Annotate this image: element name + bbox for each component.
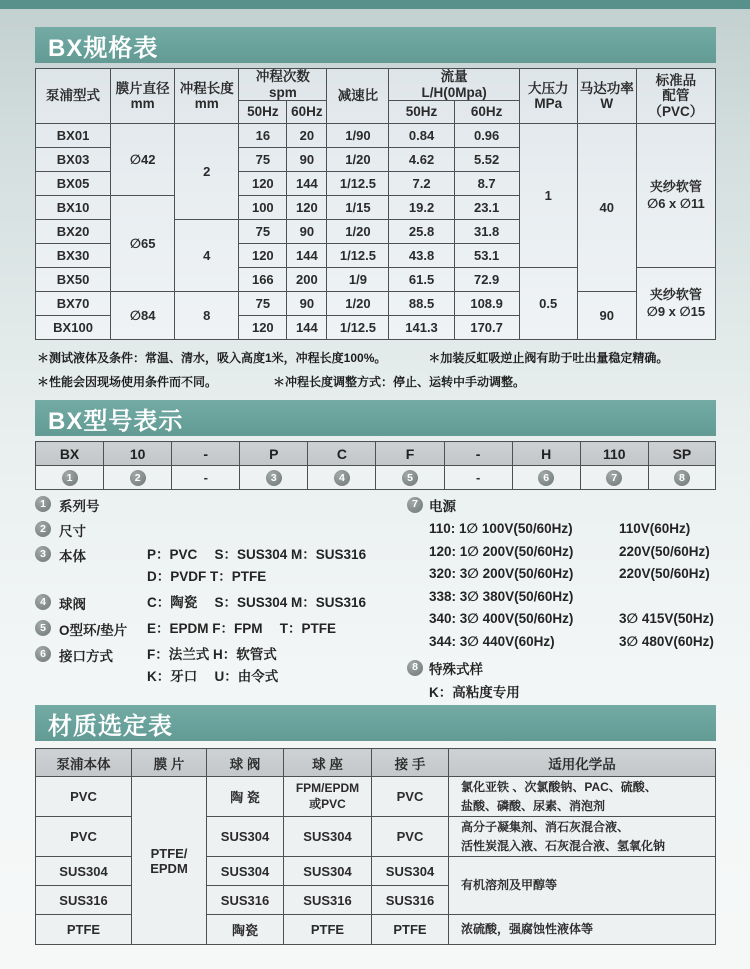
spec-cell: 20 xyxy=(287,124,327,148)
spec-cell: 100 xyxy=(239,196,287,220)
note-performance: ＊性能会因现场使用条件而不同。 xyxy=(37,375,218,389)
legend-option-line: C：陶瓷 S：SUS304 M：SUS316 xyxy=(147,595,367,610)
code-segment: P xyxy=(240,442,308,466)
spec-cell: 43.8 xyxy=(389,244,454,268)
code-segment: - xyxy=(444,442,512,466)
power-option-line: 110: 1∅ 100V(50/60Hz) 110V(60Hz) xyxy=(429,521,691,536)
circled-number-icon: 4 xyxy=(35,594,51,610)
mat-col-ball-valve: 球 阀 xyxy=(207,749,284,777)
circled-number-icon: 8 xyxy=(407,660,423,676)
model-marker-row xyxy=(36,466,716,490)
circled-number-icon: 1 xyxy=(62,470,78,486)
model-code-title-text: BX型号表示 xyxy=(48,407,184,435)
spec-cell: 75 xyxy=(239,148,287,172)
subheader-60hz: 60Hz xyxy=(454,101,519,124)
code-segment: 10 xyxy=(104,442,172,466)
mat-cell: SUS304 xyxy=(207,857,284,886)
dash-marker: - xyxy=(475,470,481,485)
spec-cell: 53.1 xyxy=(454,244,519,268)
legend-label: 尺寸 xyxy=(59,524,86,539)
spec-title-text: BX规格表 xyxy=(48,34,159,62)
legend-item-series xyxy=(35,494,407,515)
spec-cell-diaphragm: ∅84 xyxy=(111,292,175,340)
spec-cell: 4.62 xyxy=(389,148,454,172)
col-header-pressure: 大压力 MPa xyxy=(519,69,577,124)
section-title-model-code xyxy=(35,400,716,436)
mat-cell: SUS316 xyxy=(207,886,284,915)
code-segment: SP xyxy=(648,442,715,466)
mat-cell: SUS304 xyxy=(284,817,372,857)
spec-cell: 31.8 xyxy=(454,220,519,244)
spec-cell: 75 xyxy=(239,220,287,244)
spec-cell-model: BX30 xyxy=(36,244,111,268)
col-header-pipe: 标准品 配管（PVC） xyxy=(636,69,715,124)
legend-item-size xyxy=(35,519,407,540)
spec-cell: 90 xyxy=(287,220,327,244)
spec-cell: 16 xyxy=(239,124,287,148)
power-option-line: 344: 3∅ 440V(60Hz) 3∅ 480V(60Hz) xyxy=(429,633,714,649)
spec-cell-model: BX03 xyxy=(36,148,111,172)
power-options xyxy=(429,518,725,653)
model-code-legend xyxy=(35,494,725,705)
spec-cell: 120 xyxy=(239,172,287,196)
circled-number-icon: 4 xyxy=(334,470,350,486)
spec-cell: 141.3 xyxy=(389,316,454,340)
model-code-table xyxy=(35,441,716,490)
spec-cell: 144 xyxy=(287,316,327,340)
note-line-1 xyxy=(37,349,717,366)
material-header-row xyxy=(36,749,716,777)
spec-cell: 90 xyxy=(287,292,327,316)
circled-number-icon: 7 xyxy=(606,470,622,486)
marker-cell xyxy=(172,466,240,490)
mat-cell: FPM/EPDM 或PVC xyxy=(284,777,372,817)
power-option-line: 320: 3∅ 200V(50/60Hz) 220V(50/60Hz) xyxy=(429,566,710,581)
legend-item-ball-valve xyxy=(35,592,407,614)
legend-item-power xyxy=(407,494,725,515)
circled-number-icon: 3 xyxy=(266,470,282,486)
spec-cell: 120 xyxy=(239,244,287,268)
mat-cell-chemicals: 有机溶剂及甲醇等 xyxy=(449,857,716,915)
spec-row-bx01 xyxy=(36,124,716,148)
code-segment: - xyxy=(172,442,240,466)
material-row xyxy=(36,777,716,817)
note-stroke-adjust: ＊冲程长度调整方式：停止、运转中手动调整。 xyxy=(273,375,526,389)
spec-cell: 108.9 xyxy=(454,292,519,316)
code-segment: H xyxy=(512,442,580,466)
circled-number-icon: 7 xyxy=(407,497,423,513)
spec-cell: 1/20 xyxy=(327,292,389,316)
circled-number-icon: 1 xyxy=(35,496,51,512)
spec-cell: 144 xyxy=(287,172,327,196)
spec-notes xyxy=(37,349,717,397)
subheader-50hz: 50Hz xyxy=(389,101,454,124)
code-segment: 110 xyxy=(580,442,648,466)
legend-option-line: D：PVDF T：PTFE xyxy=(147,569,267,584)
legend-item-oring xyxy=(35,618,407,640)
legend-option-line: K：牙口 U：由令式 xyxy=(147,669,279,684)
dash-marker: - xyxy=(203,470,208,485)
circled-number-icon: 2 xyxy=(130,470,146,486)
spec-cell: 0.84 xyxy=(389,124,454,148)
legend-item-special xyxy=(407,657,725,678)
mat-cell: PVC xyxy=(372,777,449,817)
spec-cell: 1/90 xyxy=(327,124,389,148)
marker-cell xyxy=(240,466,308,490)
spec-cell-model: BX20 xyxy=(36,220,111,244)
spec-cell-model: BX10 xyxy=(36,196,111,220)
spec-cell-pressure: 0.5 xyxy=(519,268,577,340)
spec-row-bx70 xyxy=(36,292,716,316)
spec-cell: 90 xyxy=(287,148,327,172)
spec-header-row-1 xyxy=(36,69,716,101)
power-option-line: 338: 3∅ 380V(50/60Hz) xyxy=(429,588,574,604)
legend-label: 电源 xyxy=(429,499,456,514)
circled-number-icon: 6 xyxy=(538,470,554,486)
code-segment: BX xyxy=(36,442,104,466)
spec-cell: 166 xyxy=(239,268,287,292)
subheader-60hz: 60Hz xyxy=(287,101,327,124)
mat-cell-diaphragm: PTFE/ EPDM xyxy=(132,777,207,945)
note-antisiphon: ＊加装反虹吸逆止阀有助于吐出量稳定精确。 xyxy=(428,351,669,365)
spec-table xyxy=(35,68,716,340)
legend-item-connection xyxy=(35,644,407,688)
spec-cell-model: BX100 xyxy=(36,316,111,340)
note-test-conditions: ＊测试液体及条件：常温、清水，吸入高度1米，冲程长度100%。 xyxy=(37,351,387,365)
section-title-material xyxy=(35,705,716,741)
mat-col-ball-seat: 球 座 xyxy=(284,749,372,777)
spec-cell-pressure: 1 xyxy=(519,124,577,268)
code-segment: F xyxy=(376,442,444,466)
material-table xyxy=(35,748,716,945)
mat-cell: PVC xyxy=(372,817,449,857)
power-option-line: 120: 1∅ 200V(50/60Hz) 220V(50/60Hz) xyxy=(429,543,710,559)
circled-number-icon: 2 xyxy=(35,521,51,537)
legend-label: 系列号 xyxy=(59,499,100,514)
marker-cell xyxy=(308,466,376,490)
spec-cell: 75 xyxy=(239,292,287,316)
spec-cell: 1/9 xyxy=(327,268,389,292)
circled-number-icon: 3 xyxy=(35,546,51,562)
mat-col-chemicals: 适用化学品 xyxy=(449,749,716,777)
legend-left-column xyxy=(35,494,407,705)
spec-cell: 1/20 xyxy=(327,148,389,172)
spec-cell: 5.52 xyxy=(454,148,519,172)
mat-cell: SUS304 xyxy=(207,817,284,857)
marker-cell xyxy=(36,466,104,490)
circled-number-icon: 6 xyxy=(35,646,51,662)
mat-cell: SUS316 xyxy=(36,886,132,915)
mat-cell: SUS316 xyxy=(284,886,372,915)
spec-cell: 1/12.5 xyxy=(327,172,389,196)
note-line-2 xyxy=(37,373,717,390)
spec-cell-pipe: 夹纱软管 ∅9 x ∅15 xyxy=(636,268,715,340)
spec-cell: 8.7 xyxy=(454,172,519,196)
legend-label: 本体 xyxy=(59,549,86,564)
legend-label: 特殊式样 xyxy=(429,662,483,677)
spec-cell: 7.2 xyxy=(389,172,454,196)
col-header-stroke-rate: 冲程次数 spm xyxy=(239,69,327,101)
code-segment: C xyxy=(308,442,376,466)
spec-cell-model: BX70 xyxy=(36,292,111,316)
marker-cell xyxy=(648,466,715,490)
mat-cell: PTFE xyxy=(372,915,449,945)
mat-col-pump-body: 泵浦本体 xyxy=(36,749,132,777)
circled-number-icon: 5 xyxy=(402,470,418,486)
mat-cell: PTFE xyxy=(284,915,372,945)
power-option-line: 340: 3∅ 400V(50/60Hz) 3∅ 415V(50Hz) xyxy=(429,611,714,626)
mat-cell-chemicals: 浓硫酸，强腐蚀性液体等 xyxy=(449,915,716,945)
legend-label: 球阀 xyxy=(59,597,86,612)
spec-cell: 72.9 xyxy=(454,268,519,292)
legend-item-body xyxy=(35,544,407,588)
marker-cell xyxy=(104,466,172,490)
spec-cell-model: BX50 xyxy=(36,268,111,292)
legend-option-line: F：法兰式 H：软管式 xyxy=(147,647,277,662)
spec-cell: 1/12.5 xyxy=(327,316,389,340)
mat-cell: SUS304 xyxy=(36,857,132,886)
marker-cell xyxy=(444,466,512,490)
spec-cell-pipe: 夹纱软管 ∅6 x ∅11 xyxy=(636,124,715,268)
spec-cell-model: BX05 xyxy=(36,172,111,196)
mat-cell: PTFE xyxy=(36,915,132,945)
spec-cell-stroke-length: 4 xyxy=(175,220,239,292)
model-code-row xyxy=(36,442,716,466)
subheader-50hz: 50Hz xyxy=(239,101,287,124)
spec-cell: 1/15 xyxy=(327,196,389,220)
col-header-motor: 马达功率 W xyxy=(577,69,636,124)
mat-col-joint: 接 手 xyxy=(372,749,449,777)
mat-cell: SUS304 xyxy=(372,857,449,886)
spec-cell: 170.7 xyxy=(454,316,519,340)
legend-right-column xyxy=(407,494,725,705)
spec-cell: 25.8 xyxy=(389,220,454,244)
spec-cell-motor: 40 xyxy=(577,124,636,292)
mat-cell: SUS304 xyxy=(284,857,372,886)
spec-cell: 1/12.5 xyxy=(327,244,389,268)
legend-label: O型环/垫片 xyxy=(59,623,128,638)
legend-label: 接口方式 xyxy=(59,649,113,664)
marker-cell xyxy=(580,466,648,490)
mat-cell: SUS316 xyxy=(372,886,449,915)
spec-cell: 19.2 xyxy=(389,196,454,220)
mat-cell: PVC xyxy=(36,777,132,817)
mat-cell: PVC xyxy=(36,817,132,857)
spec-cell: 120 xyxy=(287,196,327,220)
spec-cell-model: BX01 xyxy=(36,124,111,148)
col-header-ratio: 减速比 xyxy=(327,69,389,124)
marker-cell xyxy=(512,466,580,490)
spec-cell-diaphragm: ∅65 xyxy=(111,196,175,292)
spec-cell: 88.5 xyxy=(389,292,454,316)
col-header-diaphragm: 膜片直径 mm xyxy=(111,69,175,124)
legend-option-line: P：PVC S：SUS304 M：SUS316 xyxy=(147,547,367,562)
spec-cell-stroke-length: 8 xyxy=(175,292,239,340)
special-option-line: K：高粘度专用 xyxy=(429,685,520,700)
spec-cell: 200 xyxy=(287,268,327,292)
circled-number-icon: 8 xyxy=(674,470,690,486)
spec-cell: 23.1 xyxy=(454,196,519,220)
spec-cell: 1/20 xyxy=(327,220,389,244)
mat-cell-chemicals: 高分子凝集剂、消石灰混合液、 活性炭混入液、石灰混合液、氢氧化钠 xyxy=(449,817,716,857)
mat-cell: 陶 瓷 xyxy=(207,777,284,817)
mat-col-diaphragm: 膜 片 xyxy=(132,749,207,777)
spec-cell: 144 xyxy=(287,244,327,268)
col-header-flow: 流量 L/H(0Mpa) xyxy=(389,69,519,101)
spec-cell: 0.96 xyxy=(454,124,519,148)
col-header-stroke-length: 冲程长度 mm xyxy=(175,69,239,124)
spec-cell-stroke-length: 2 xyxy=(175,124,239,220)
top-accent-bar xyxy=(0,0,750,9)
spec-cell-motor: 90 xyxy=(577,292,636,340)
marker-cell xyxy=(376,466,444,490)
spec-cell: 61.5 xyxy=(389,268,454,292)
col-header-model: 泵浦型式 xyxy=(36,69,111,124)
legend-option-line: E：EPDM F：FPM T：PTFE xyxy=(147,621,336,636)
circled-number-icon: 5 xyxy=(35,620,51,636)
spec-cell-diaphragm: ∅42 xyxy=(111,124,175,196)
material-title-text: 材质选定表 xyxy=(48,712,173,740)
mat-cell: 陶瓷 xyxy=(207,915,284,945)
spec-cell: 120 xyxy=(239,316,287,340)
mat-cell-chemicals: 氯化亚铁 、次氯酸钠、PAC、硫酸、 盐酸、磷酸、尿素、消泡剂 xyxy=(449,777,716,817)
section-title-spec xyxy=(35,27,716,63)
